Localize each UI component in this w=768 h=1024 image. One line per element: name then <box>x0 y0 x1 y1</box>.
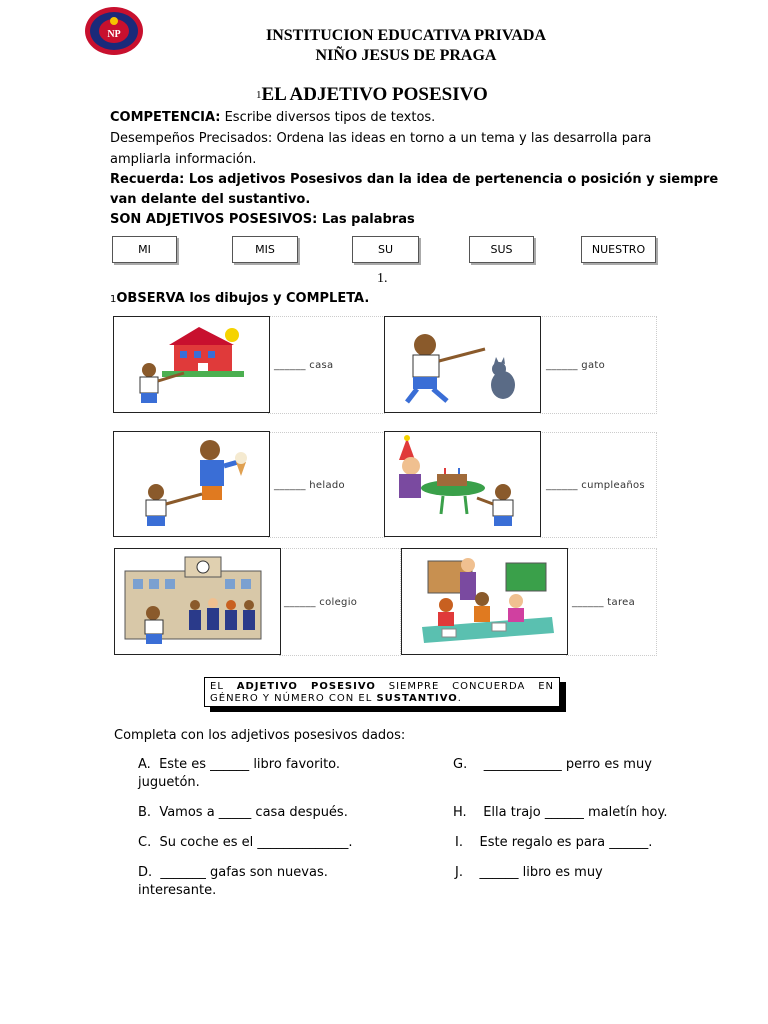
blank-4: ______ <box>546 480 578 491</box>
exercise-d <box>138 864 328 882</box>
observa-prefix: 1 <box>110 294 117 305</box>
exercise-a-line2: juguetón. <box>138 775 200 790</box>
exercise-text: ____________ perro es muy <box>483 757 652 772</box>
word-casa: casa <box>309 360 334 371</box>
rule-text-1: EL <box>210 681 237 692</box>
exercise-letter: B. <box>138 805 152 820</box>
exercise-text: Su coche es el ______________. <box>159 835 353 850</box>
title-prefix: 1 <box>256 89 262 101</box>
icecream-picture <box>113 431 270 537</box>
exercise-text: Este es ______ libro favorito. <box>159 757 341 772</box>
school-name-line1: INSTITUCION EDUCATIVA PRIVADA <box>265 27 547 44</box>
exercise-text: Este regalo es para ______. <box>479 835 653 850</box>
competencia-text: Escribe diversos tipos de textos. <box>220 110 436 125</box>
exercise-i <box>455 834 652 852</box>
rule-bold-1: ADJETIVO POSESIVO <box>236 681 376 692</box>
blank-2: ______ <box>546 360 578 371</box>
exercise-a <box>138 756 340 774</box>
school-name-line2: NIÑO JESUS DE PRAGA <box>315 47 497 64</box>
exercise-h <box>453 804 667 822</box>
blank-1: ______ <box>274 360 306 371</box>
word-box-mi: MI <box>112 236 177 263</box>
word-box-su: SU <box>352 236 419 263</box>
exercise-letter: C. <box>138 835 152 850</box>
homework-picture <box>401 548 568 655</box>
observa-line <box>110 291 369 306</box>
exercise-letter: I. <box>455 835 463 850</box>
exercise-letter: D. <box>138 865 153 880</box>
word-cumpleanos: cumpleaños <box>581 480 645 491</box>
rule-text-3: . <box>457 693 462 704</box>
fill-gato <box>546 360 605 371</box>
fill-tarea <box>572 597 635 608</box>
son-label: SON ADJETIVOS POSESIVOS: Las palabras <box>110 212 415 227</box>
competencia-line <box>110 110 435 125</box>
list-number: 1. <box>377 271 388 286</box>
logo-text: NP <box>107 29 121 40</box>
blank-5: ______ <box>284 597 316 608</box>
rule-bold-2: SUSTANTIVO <box>376 693 458 704</box>
observa-text: OBSERVA los dibujos y COMPLETA. <box>116 291 370 306</box>
exercise-letter: J. <box>455 865 463 880</box>
exercise-text: _______ gafas son nuevas. <box>160 865 328 880</box>
exercise-text: Vamos a _____ casa después. <box>159 805 348 820</box>
title-text: EL ADJETIVO POSESIVO <box>261 84 488 105</box>
school-picture <box>114 548 281 655</box>
fill-casa <box>274 360 333 371</box>
blank-6: ______ <box>572 597 604 608</box>
recuerda-line1: Recuerda: Los adjetivos Posesivos dan la idea de pertenencia o posición y siempre <box>110 172 719 187</box>
word-box-nuestro: NUESTRO <box>581 236 656 263</box>
recuerda-line2: van delante del sustantivo. <box>110 192 311 207</box>
exercise-text: ______ libro es muy <box>479 865 603 880</box>
exercise-letter: A. <box>138 757 151 772</box>
fill-helado <box>274 480 345 491</box>
fill-colegio <box>284 597 357 608</box>
word-helado: helado <box>309 480 345 491</box>
word-box-sus: SUS <box>469 236 534 263</box>
exercise-j <box>455 864 603 882</box>
instruction: Completa con los adjetivos posesivos dados: <box>114 728 406 743</box>
exercise-c <box>138 834 353 852</box>
rule-box <box>204 677 560 707</box>
desempenos-line2: ampliarla información. <box>110 152 257 167</box>
exercise-g <box>453 756 652 774</box>
word-box-mis: MIS <box>232 236 298 263</box>
word-gato: gato <box>581 360 606 371</box>
word-colegio: colegio <box>319 597 358 608</box>
blank-3: ______ <box>274 480 306 491</box>
exercise-letter: H. <box>453 805 467 820</box>
birthday-picture <box>384 431 541 537</box>
exercise-letter: G. <box>453 757 468 772</box>
exercise-b <box>138 804 348 822</box>
fill-cumpleanos <box>546 480 645 491</box>
exercise-d-line2: interesante. <box>138 883 217 898</box>
page-title <box>256 84 488 106</box>
desempenos-line1: Desempeños Precisados: Ordena las ideas en torno a un tema y las desarrolla para <box>110 131 652 146</box>
cat-picture <box>384 316 541 413</box>
rule-text-2: SIEMPRE CONCUERDA EN GÉNERO Y NÚMERO CON EL <box>210 681 554 704</box>
exercise-text: Ella trajo ______ maletín hoy. <box>483 805 668 820</box>
house-picture <box>113 316 270 413</box>
competencia-label: COMPETENCIA: <box>110 110 221 125</box>
word-tarea: tarea <box>607 597 636 608</box>
